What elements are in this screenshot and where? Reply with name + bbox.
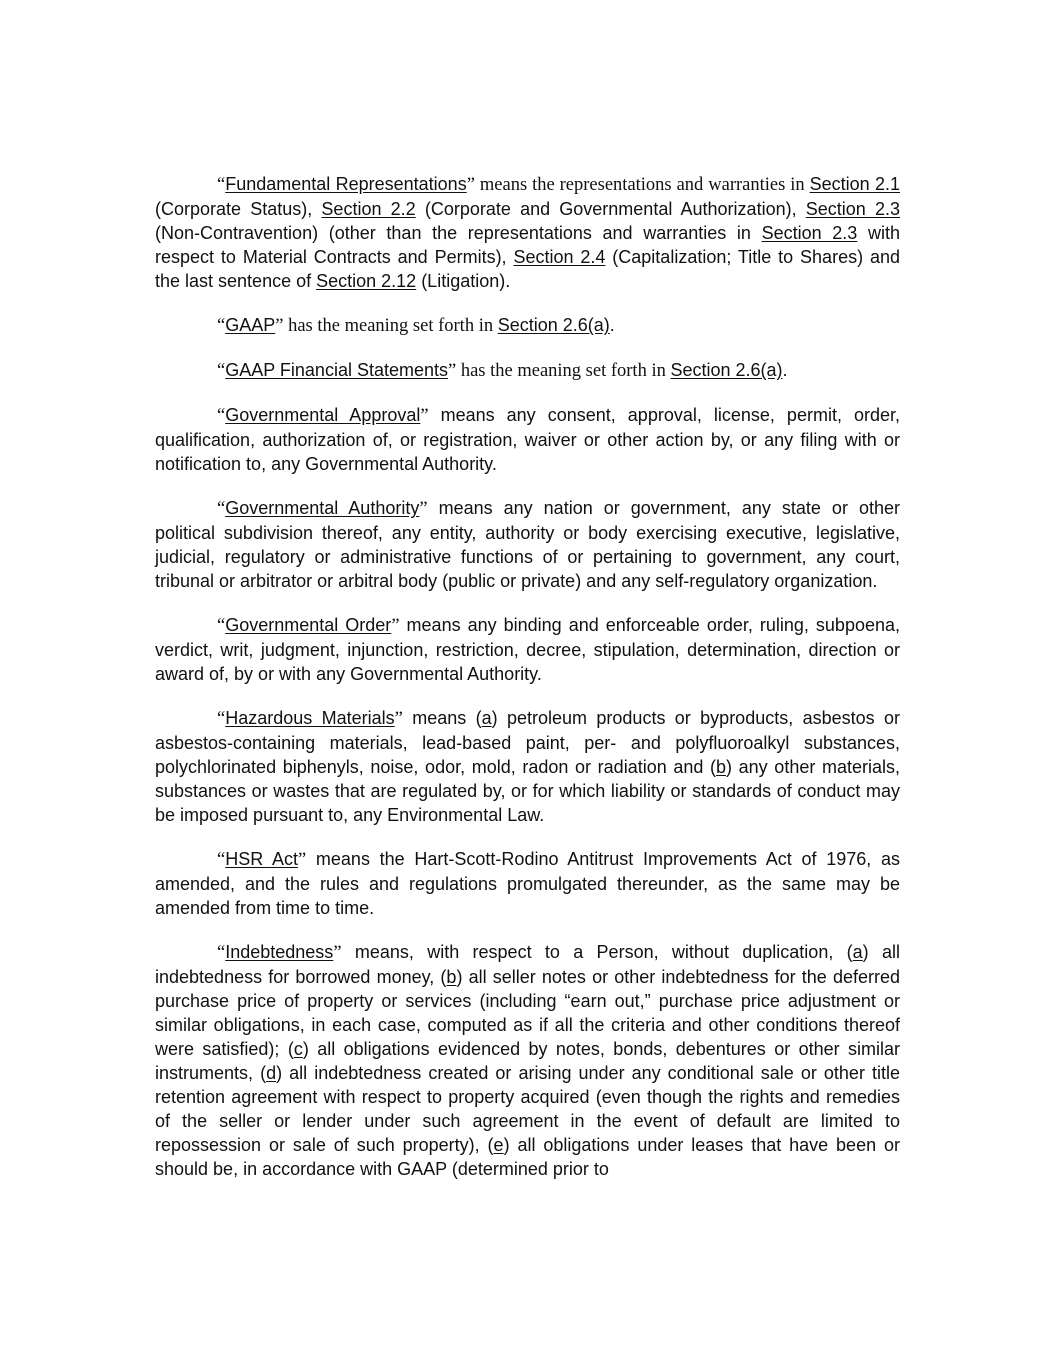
section-reference: Section 2.6(a) [497,315,610,335]
definition-fundamental-representations: “Fundamental Representations” means the representations and warranties in Section 2.1 (Corporate Status), Section 2.2 (Corporate and Governmental Authorization), Section 2.3 (Non-Contravention) (other than the representations and warranties in Section 2.3 with respect to Material Contracts and Permits), Section 2.4 (Capitalization; Title to Shares) and the last sentence of Section 2.12 (Litigation). [155,174,901,291]
enumeration-marker: d [266,1063,277,1083]
section-reference: Section 2.6(a) [670,360,783,380]
defined-term: Fundamental Representations [225,174,467,194]
section-reference: Section 2.1 [809,174,901,194]
section-reference: Section 2.3 [761,223,858,243]
definition-hazardous-materials: “Hazardous Materials” means (a) petroleum products or byproducts, asbestos or asbestos-containing materials, lead-based paint, per- and polyfluoroalkyl substances, polychlorinated biphenyls, noise, odor, mold, radon or radiation and (b) any other materials, substances or wastes that are regulated by, or for which liability or standards of conduct may be imposed pursuant to, any Environmental Law. [155,708,900,825]
enumeration-marker: a [852,942,863,962]
section-reference: Section 2.12 [316,271,417,291]
section-reference: Section 2.4 [513,247,606,267]
enumeration-marker: a [481,708,492,728]
definition-governmental-order: “Governmental Order” means any binding and enforceable order, ruling, subpoena, verdict, writ, judgment, injunction, restriction, decree, stipulation, determination, direction or award of, by or with any Governmental Authority. [155,615,900,684]
definition-indebtedness: “Indebtedness” means, with respect to a Person, without duplication, (a) all indebtedness for borrowed money, (b) all seller notes or other indebtedness for the deferred purchase price of property or services (including “earn out,” purchase price adjustment or similar obligations, in each case, computed as if all the criteria and other conditions thereof were satisfied); (c) all obligations evidenced by notes, bonds, debentures or other similar instruments, (d) all indebtedness created or arising under any conditional sale or other title retention agreement with respect to property acquired (even though the rights and remedies of the seller or lender under such agreement in the event of default are limited to repossession or sale of such property), (e) all obligations under leases that have been or should be, in accordance with GAAP (determined prior to [155,942,901,1179]
definition-governmental-authority: “Governmental Authority” means any nation or government, any state or other political subdivision thereof, any entity, authority or body exercising executive, legislative, judicial, regulatory or administrative functions of or pertaining to government, any court, tribunal or arbitrator or arbitral body (public or private) and any self-regulatory organization. [155,498,900,591]
section-reference: Section 2.2 [321,199,416,219]
enumeration-marker: c [293,1039,303,1059]
defined-term: Indebtedness [225,942,334,962]
definition-gaap-financial-statements: “GAAP Financial Statements” has the meaning set forth in Section 2.6(a). [217,360,788,381]
defined-term: Governmental Approval [225,405,421,425]
defined-term: GAAP Financial Statements [225,360,448,380]
enumeration-marker: e [493,1135,504,1155]
defined-term: Governmental Order [225,615,392,635]
defined-term: Governmental Authority [225,498,420,518]
definition-hsr-act: “HSR Act” means the Hart-Scott-Rodino Antitrust Improvements Act of 1976, as amended, and the rules and regulations promulgated thereunder, as the same may be amended from time to time. [155,849,900,918]
section-reference: Section 2.3 [805,199,901,219]
enumeration-marker: b [716,757,727,777]
definition-gaap: “GAAP” has the meaning set forth in Section 2.6(a). [217,315,615,336]
defined-term: Hazardous Materials [225,708,395,728]
defined-term: GAAP [225,315,276,335]
definition-governmental-approval: “Governmental Approval” means any consent, approval, license, permit, order, qualification, authorization of, or registration, waiver or other action by, or any filing with or notification to, any Governmental Authority. [155,405,901,474]
document-page [155,172,900,1201]
defined-term: HSR Act [225,849,298,869]
enumeration-marker: b [446,967,457,987]
